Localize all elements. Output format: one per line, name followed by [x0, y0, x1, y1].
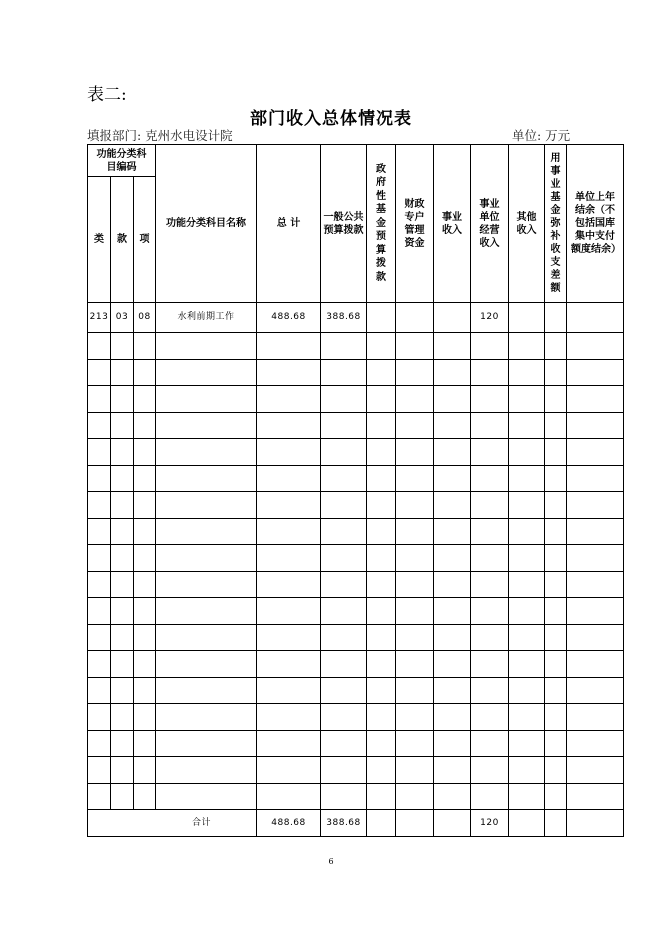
- cell-lei: [88, 412, 111, 439]
- cell-gov-fund: [367, 704, 396, 731]
- cell-general-budget: [321, 359, 367, 386]
- cell-fund-balance: [545, 571, 567, 598]
- header-func-code: 功能分类科目编码: [88, 145, 156, 177]
- cell-item-name: [156, 333, 257, 360]
- cell-business-income: [434, 359, 471, 386]
- cell-operating-income: [471, 545, 509, 572]
- cell-business-income: [434, 704, 471, 731]
- cell-kuan: [111, 465, 134, 492]
- cell-lei: [88, 333, 111, 360]
- cell-kuan: [111, 677, 134, 704]
- header-business-income: 事业收入: [434, 145, 471, 303]
- cell-operating-income: [471, 412, 509, 439]
- cell-operating-income: [471, 730, 509, 757]
- header-total: 总 计: [257, 145, 321, 303]
- cell-lei: [88, 439, 111, 466]
- cell-lei: [88, 704, 111, 731]
- cell-operating-income: [471, 651, 509, 678]
- cell-business-income: [434, 651, 471, 678]
- table-row: [88, 412, 624, 439]
- cell-xiang: [134, 333, 156, 360]
- table-row: [88, 518, 624, 545]
- cell-fiscal-special: [396, 518, 434, 545]
- cell-total: [257, 518, 321, 545]
- cell-gov-fund: [367, 465, 396, 492]
- cell-xiang: [134, 704, 156, 731]
- cell-business-income: [434, 730, 471, 757]
- cell-operating-income: [471, 624, 509, 651]
- table-row: [88, 545, 624, 572]
- table-row: [88, 571, 624, 598]
- cell-xiang: [134, 439, 156, 466]
- table-row: [88, 783, 624, 810]
- cell-general-budget: 388.68: [321, 303, 367, 333]
- cell-business-income: [434, 412, 471, 439]
- cell-lei: [88, 571, 111, 598]
- cell-lei: [88, 624, 111, 651]
- cell-other-income: [509, 386, 545, 413]
- cell-operating-income: [471, 492, 509, 519]
- cell-xiang: [134, 624, 156, 651]
- cell-general-budget: [321, 598, 367, 625]
- cell-fund-balance: [545, 439, 567, 466]
- cell-fiscal-special: [396, 492, 434, 519]
- cell-fund-balance: [545, 757, 567, 784]
- cell-total: [257, 783, 321, 810]
- cell-lei: [88, 518, 111, 545]
- cell-other-income: [509, 333, 545, 360]
- cell-business-income: [434, 757, 471, 784]
- cell-prev-balance: [567, 571, 624, 598]
- cell-fiscal-special: [396, 651, 434, 678]
- cell-fund-balance: [545, 492, 567, 519]
- cell-fiscal-special: [396, 412, 434, 439]
- cell-lei: [88, 545, 111, 572]
- table-row: [88, 386, 624, 413]
- cell-operating-income: [471, 704, 509, 731]
- cell-kuan: [111, 624, 134, 651]
- cell-prev-balance: [567, 412, 624, 439]
- cell-item-name: [156, 412, 257, 439]
- cell-general-budget: [321, 677, 367, 704]
- cell-operating-income: [471, 465, 509, 492]
- cell-fund-balance: [545, 624, 567, 651]
- cell-prev-balance: [567, 598, 624, 625]
- cell-general-budget: [321, 757, 367, 784]
- cell-kuan: [111, 651, 134, 678]
- cell-general-budget: [321, 333, 367, 360]
- cell-other-income: [509, 624, 545, 651]
- cell-kuan: [111, 571, 134, 598]
- cell-gov-fund: [367, 783, 396, 810]
- cell-total: [257, 571, 321, 598]
- cell-item-name: [156, 651, 257, 678]
- table-row: [88, 465, 624, 492]
- cell-item-name: [156, 757, 257, 784]
- cell-fiscal-special: [396, 465, 434, 492]
- cell-fund-balance: [545, 677, 567, 704]
- cell-prev-balance: [567, 730, 624, 757]
- cell-xiang: [134, 783, 156, 810]
- cell-prev-balance: [567, 465, 624, 492]
- cell-fiscal-special: [396, 598, 434, 625]
- cell-operating-income: [471, 333, 509, 360]
- header-fiscal-special: 财政专户管理资金: [396, 145, 434, 303]
- cell-total: [257, 545, 321, 572]
- cell-total: [257, 757, 321, 784]
- table-row: [88, 757, 624, 784]
- cell-business-income: [434, 624, 471, 651]
- cell-operating-income: [471, 598, 509, 625]
- cell-xiang: [134, 571, 156, 598]
- cell-item-name: [156, 598, 257, 625]
- cell-other-income: [509, 571, 545, 598]
- cell-general-budget: [321, 412, 367, 439]
- total-row-label: 合计: [88, 810, 257, 837]
- cell-total: [257, 651, 321, 678]
- cell-kuan: [111, 386, 134, 413]
- cell-gov-fund: [367, 303, 396, 333]
- table-row: [88, 624, 624, 651]
- header-func-name: 功能分类科目名称: [156, 145, 257, 303]
- cell-general-budget: [321, 704, 367, 731]
- cell-xiang: [134, 518, 156, 545]
- table-row: [88, 598, 624, 625]
- cell-other-income: [509, 651, 545, 678]
- cell-fiscal-special: [396, 333, 434, 360]
- cell-item-name: [156, 386, 257, 413]
- cell-fiscal-special: [396, 757, 434, 784]
- cell-xiang: [134, 651, 156, 678]
- header-xiang: 项: [134, 177, 156, 303]
- cell-other-income: [509, 359, 545, 386]
- cell-other-income: [509, 730, 545, 757]
- cell-gov-fund: [367, 571, 396, 598]
- cell-fund-balance: [545, 386, 567, 413]
- cell-operating-income: [471, 677, 509, 704]
- cell-lei: [88, 757, 111, 784]
- cell-lei: [88, 465, 111, 492]
- cell-other-income: [509, 518, 545, 545]
- cell-other-income: [509, 783, 545, 810]
- cell-fund-balance: [545, 412, 567, 439]
- cell-prev-balance: [567, 545, 624, 572]
- header-gov-fund: 政府性基金预算拨款: [367, 145, 396, 303]
- table-row: [88, 677, 624, 704]
- cell-kuan: [111, 704, 134, 731]
- cell-business-income: [434, 303, 471, 333]
- cell-business-income: [434, 598, 471, 625]
- cell-business-income: [434, 545, 471, 572]
- cell-general-budget: [321, 624, 367, 651]
- cell-item-name: [156, 359, 257, 386]
- page-number: 6: [328, 857, 334, 866]
- cell-lei: [88, 730, 111, 757]
- header-kuan: 款: [111, 177, 134, 303]
- cell-total: [257, 677, 321, 704]
- cell-operating-income: [471, 359, 509, 386]
- income-summary-table: [87, 144, 624, 837]
- cell-item-name: [156, 624, 257, 651]
- cell-general-budget: [321, 730, 367, 757]
- cell-business-income: [434, 333, 471, 360]
- cell-kuan: [111, 545, 134, 572]
- header-prev-balance: 单位上年结余（不包括国库集中支付额度结余）: [567, 145, 624, 303]
- cell-gov-fund: [367, 651, 396, 678]
- cell-prev-balance: [567, 518, 624, 545]
- cell-other-income: [509, 439, 545, 466]
- cell-total: [257, 492, 321, 519]
- table-row: [88, 492, 624, 519]
- cell-fund-balance: [545, 303, 567, 333]
- cell-general-budget: [321, 465, 367, 492]
- cell-gov-fund: [367, 492, 396, 519]
- cell-xiang: [134, 730, 156, 757]
- cell-fund-balance: [545, 333, 567, 360]
- cell-kuan: [111, 412, 134, 439]
- cell-prev-balance: [567, 624, 624, 651]
- cell-kuan: [111, 518, 134, 545]
- cell-total: [257, 359, 321, 386]
- cell-operating-income: [471, 386, 509, 413]
- cell-total: [257, 624, 321, 651]
- cell-other-income: [509, 677, 545, 704]
- cell-xiang: [134, 598, 156, 625]
- cell-fiscal-special: [396, 730, 434, 757]
- cell-xiang: [134, 412, 156, 439]
- cell-item-name: [156, 492, 257, 519]
- cell-fiscal-special: [396, 624, 434, 651]
- cell-item-name: [156, 439, 257, 466]
- cell-fiscal-special: [396, 303, 434, 333]
- cell-total: [257, 704, 321, 731]
- total-cell-prev-balance: [567, 810, 624, 837]
- table-row: [88, 359, 624, 386]
- cell-xiang: [134, 386, 156, 413]
- cell-gov-fund: [367, 598, 396, 625]
- cell-item-name: [156, 465, 257, 492]
- cell-item-name: [156, 704, 257, 731]
- cell-prev-balance: [567, 783, 624, 810]
- cell-prev-balance: [567, 757, 624, 784]
- cell-fund-balance: [545, 598, 567, 625]
- cell-item-name: [156, 571, 257, 598]
- cell-kuan: [111, 598, 134, 625]
- cell-kuan: [111, 439, 134, 466]
- cell-other-income: [509, 303, 545, 333]
- cell-gov-fund: [367, 730, 396, 757]
- cell-other-income: [509, 545, 545, 572]
- total-cell-gov-fund: [367, 810, 396, 837]
- cell-fiscal-special: [396, 571, 434, 598]
- cell-lei: 213: [88, 303, 111, 333]
- cell-kuan: [111, 492, 134, 519]
- cell-lei: [88, 598, 111, 625]
- cell-operating-income: 120: [471, 303, 509, 333]
- total-cell-fund-balance: [545, 810, 567, 837]
- cell-general-budget: [321, 386, 367, 413]
- cell-total: [257, 333, 321, 360]
- cell-total: 488.68: [257, 303, 321, 333]
- cell-fund-balance: [545, 465, 567, 492]
- table-row: [88, 704, 624, 731]
- cell-prev-balance: [567, 492, 624, 519]
- cell-prev-balance: [567, 704, 624, 731]
- cell-fund-balance: [545, 704, 567, 731]
- cell-general-budget: [321, 492, 367, 519]
- cell-fiscal-special: [396, 783, 434, 810]
- cell-fund-balance: [545, 518, 567, 545]
- cell-fund-balance: [545, 783, 567, 810]
- cell-gov-fund: [367, 386, 396, 413]
- unit-label: 单位: 万元: [512, 128, 571, 143]
- cell-xiang: [134, 757, 156, 784]
- cell-business-income: [434, 518, 471, 545]
- cell-item-name: 水利前期工作: [156, 303, 257, 333]
- cell-total: [257, 439, 321, 466]
- cell-business-income: [434, 386, 471, 413]
- cell-lei: [88, 492, 111, 519]
- cell-lei: [88, 359, 111, 386]
- table-row: [88, 651, 624, 678]
- cell-other-income: [509, 598, 545, 625]
- cell-prev-balance: [567, 359, 624, 386]
- table-number-label: 表二:: [87, 85, 127, 105]
- cell-fund-balance: [545, 545, 567, 572]
- cell-prev-balance: [567, 386, 624, 413]
- cell-other-income: [509, 492, 545, 519]
- header-fund-balance: 用事业基金弥补收支差额: [545, 145, 567, 303]
- cell-lei: [88, 651, 111, 678]
- cell-total: [257, 730, 321, 757]
- cell-operating-income: [471, 571, 509, 598]
- cell-business-income: [434, 571, 471, 598]
- total-cell-general-budget: 388.68: [321, 810, 367, 837]
- cell-gov-fund: [367, 545, 396, 572]
- cell-general-budget: [321, 439, 367, 466]
- cell-kuan: 03: [111, 303, 134, 333]
- cell-gov-fund: [367, 757, 396, 784]
- cell-operating-income: [471, 783, 509, 810]
- cell-kuan: [111, 359, 134, 386]
- total-cell-fiscal-special: [396, 810, 434, 837]
- total-cell-total: 488.68: [257, 810, 321, 837]
- cell-gov-fund: [367, 333, 396, 360]
- reporting-department: 填报部门: 克州水电设计院: [87, 128, 233, 143]
- cell-operating-income: [471, 518, 509, 545]
- cell-fiscal-special: [396, 386, 434, 413]
- cell-kuan: [111, 333, 134, 360]
- cell-prev-balance: [567, 333, 624, 360]
- cell-fiscal-special: [396, 359, 434, 386]
- header-general-budget: 一般公共预算拨款: [321, 145, 367, 303]
- cell-other-income: [509, 465, 545, 492]
- cell-kuan: [111, 783, 134, 810]
- cell-fiscal-special: [396, 545, 434, 572]
- cell-operating-income: [471, 757, 509, 784]
- cell-prev-balance: [567, 439, 624, 466]
- header-operating-income: 事业单位经营收入: [471, 145, 509, 303]
- cell-general-budget: [321, 518, 367, 545]
- cell-total: [257, 386, 321, 413]
- cell-other-income: [509, 757, 545, 784]
- cell-fiscal-special: [396, 704, 434, 731]
- cell-other-income: [509, 704, 545, 731]
- cell-gov-fund: [367, 677, 396, 704]
- cell-fund-balance: [545, 651, 567, 678]
- cell-other-income: [509, 412, 545, 439]
- cell-business-income: [434, 492, 471, 519]
- cell-total: [257, 412, 321, 439]
- total-cell-business-income: [434, 810, 471, 837]
- table-row: [88, 730, 624, 757]
- cell-fund-balance: [545, 730, 567, 757]
- cell-prev-balance: [567, 677, 624, 704]
- cell-fund-balance: [545, 359, 567, 386]
- cell-xiang: [134, 492, 156, 519]
- cell-general-budget: [321, 651, 367, 678]
- cell-operating-income: [471, 439, 509, 466]
- cell-gov-fund: [367, 439, 396, 466]
- cell-item-name: [156, 545, 257, 572]
- cell-gov-fund: [367, 412, 396, 439]
- cell-xiang: [134, 677, 156, 704]
- total-cell-operating-income: 120: [471, 810, 509, 837]
- cell-gov-fund: [367, 624, 396, 651]
- cell-lei: [88, 677, 111, 704]
- cell-general-budget: [321, 545, 367, 572]
- cell-item-name: [156, 518, 257, 545]
- cell-total: [257, 465, 321, 492]
- cell-business-income: [434, 439, 471, 466]
- cell-business-income: [434, 677, 471, 704]
- cell-kuan: [111, 730, 134, 757]
- cell-xiang: [134, 465, 156, 492]
- cell-fiscal-special: [396, 439, 434, 466]
- total-cell-other-income: [509, 810, 545, 837]
- cell-xiang: [134, 545, 156, 572]
- table-row: [88, 303, 624, 333]
- total-row: [88, 810, 624, 837]
- cell-lei: [88, 386, 111, 413]
- report-info-line: [87, 126, 623, 144]
- cell-kuan: [111, 757, 134, 784]
- cell-prev-balance: [567, 303, 624, 333]
- cell-prev-balance: [567, 651, 624, 678]
- cell-gov-fund: [367, 359, 396, 386]
- cell-gov-fund: [367, 518, 396, 545]
- table-row: [88, 333, 624, 360]
- cell-item-name: [156, 677, 257, 704]
- cell-fiscal-special: [396, 677, 434, 704]
- cell-general-budget: [321, 783, 367, 810]
- cell-item-name: [156, 783, 257, 810]
- cell-total: [257, 598, 321, 625]
- document-title: 部门收入总体情况表: [250, 109, 412, 129]
- cell-general-budget: [321, 571, 367, 598]
- cell-business-income: [434, 465, 471, 492]
- cell-xiang: [134, 359, 156, 386]
- cell-xiang: 08: [134, 303, 156, 333]
- table-row: [88, 439, 624, 466]
- header-lei: 类: [88, 177, 111, 303]
- cell-lei: [88, 783, 111, 810]
- header-other-income: 其他收入: [509, 145, 545, 303]
- cell-business-income: [434, 783, 471, 810]
- cell-item-name: [156, 730, 257, 757]
